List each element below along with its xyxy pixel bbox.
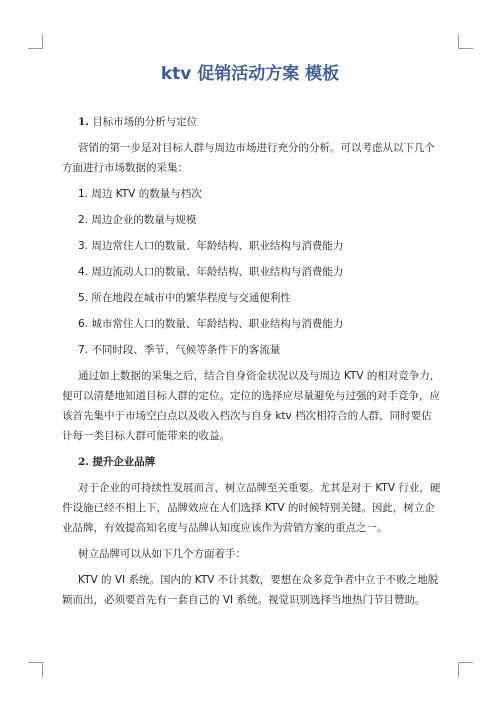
section-2-number: 2.	[78, 456, 89, 468]
section-2-paragraph: 对于企业的可持续性发展而言，树立品牌至关重要。尤其是对于 KTV 行业，硬件设施已经不相上下，品牌效应在人们选择 KTV 的时候特别关键。因此，树立企业品牌，有效提高知名度与品牌认知度应该作为营销方案的重点之一。	[62, 482, 441, 534]
list-item: 1. 周边 KTV 的数量与档次	[78, 188, 202, 200]
list-item: 3. 周边常住人口的数量、年龄结构、职业结构与消费能力	[78, 240, 344, 252]
section-2-heading	[78, 452, 442, 472]
list-item: 2. 周边企业的数量与规模	[78, 214, 197, 226]
crop-mark-top-left	[28, 34, 43, 49]
document-body	[62, 110, 442, 616]
crop-mark-bottom-left	[28, 662, 43, 677]
list-item: 4. 周边流动人口的数量、年龄结构、职业结构与消费能力	[78, 266, 344, 278]
section-1-number: 1.	[78, 116, 89, 128]
section-1-heading	[78, 112, 442, 132]
list-item: 7. 不同时段、季节、气候等条件下的客流量	[78, 344, 281, 356]
section-1-conclusion: 通过如上数据的采集之后，结合自身资金状况以及与周边 KTV 的相对竞争力，便可以清楚地知道目标人群的定位。定位的选择应尽量避免与过强的对手竞争，应该首先集中于市场空白点以及收入档次与自身 ktv 档次相符合的人群，同时要估计每一类目标人群可能带来的收益。	[62, 370, 441, 442]
section-2-heading-text: 提升企业品牌	[92, 456, 156, 468]
crop-mark-bottom-right	[458, 662, 473, 677]
section-1-intro: 营销的第一步是对目标人群与周边市场进行充分的分析。可以考虑从以下几个方面进行市场数据的采集：	[62, 142, 435, 174]
section-2-paragraph: KTV 的 VI 系统。国内的 KTV 不计其数，要想在众多竞争者中立于不败之地脱颖而出，必须要首先有一套自己的 VI 系统。视觉识别选择当地热门节目赞助。	[62, 574, 439, 606]
document-title: ktv 促销活动方案 模板	[160, 64, 340, 84]
crop-mark-top-right	[458, 34, 473, 49]
list-item: 5. 所在地段在城市中的繁华程度与交通便利性	[78, 292, 291, 304]
list-item: 6. 城市常住人口的数量、年龄结构、职业结构与消费能力	[78, 318, 344, 330]
section-2-paragraph: 树立品牌可以从如下几个方面着手：	[78, 548, 246, 560]
section-1-heading-text: 目标市场的分析与定位	[92, 116, 198, 128]
